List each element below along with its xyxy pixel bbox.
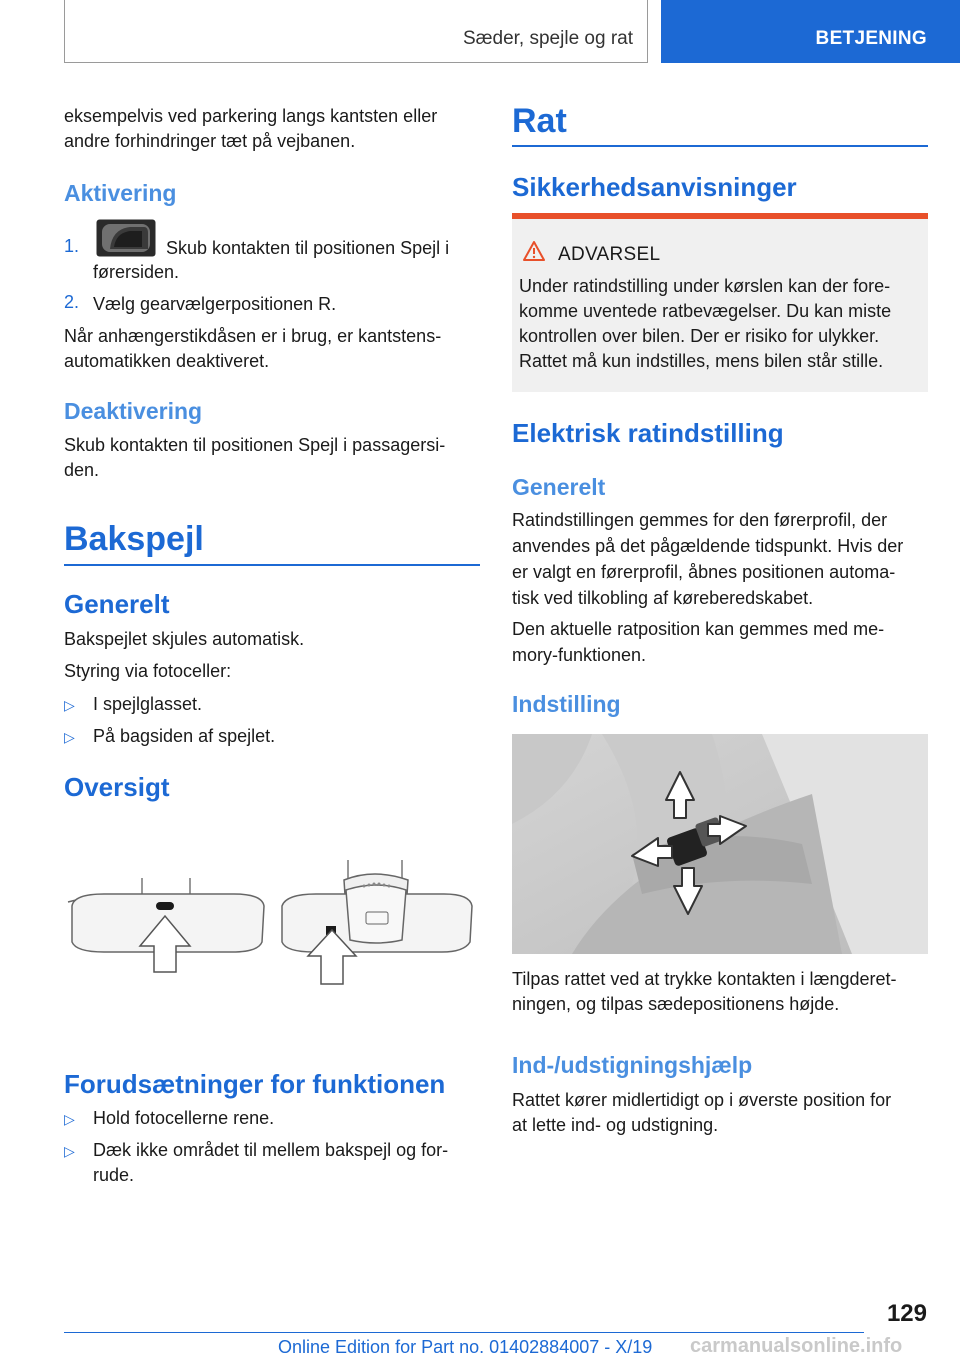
caption-line-2: ningen, og tilpas sædepositionens højde. — [512, 994, 840, 1014]
generelt-right-line-3: er valgt en førerprofil, åbnes positionen automa‐ — [512, 562, 896, 582]
mirror-switch-icon — [96, 219, 156, 257]
intro-line-1: eksempelvis ved parkering langs kantsten eller — [64, 106, 438, 126]
warning-label: ADVARSEL — [558, 244, 661, 265]
deaktivering-line-2: den. — [64, 460, 100, 480]
warning-line-3: kontrollen over bilen. Der er risiko for ulykker. — [519, 326, 880, 346]
step-2-text: Vælg gearvælgerpositionen R. — [93, 294, 337, 314]
indud-line-1: Rattet kører midlertidigt op i øverste position for — [512, 1090, 892, 1110]
deaktivering-line-1: Skub kontakten til positionen Spejl i passagersi‐ — [64, 435, 446, 455]
generelt-text-left: Bakspejlet skjules automatisk. — [64, 629, 305, 649]
generelt-heading-right: Generelt — [512, 474, 606, 500]
bullet-spejlglasset: I spejlglasset. — [93, 694, 203, 714]
generelt-right-line-4: tisk ved tilkobling af køreberedskabet. — [512, 588, 814, 608]
forudsaetninger-heading: Forudsætninger for funktionen — [64, 1069, 446, 1099]
generelt-heading-left: Generelt — [64, 589, 170, 619]
footer-edition: Online Edition for Part no. 01402884007 - X/19 — [278, 1337, 653, 1357]
watermark: carmanualsonline.info — [690, 1335, 903, 1357]
bullet-triangle-icon: ▷ — [64, 1143, 75, 1159]
indstilling-heading: Indstilling — [512, 691, 621, 717]
page-number: 129 — [886, 1300, 927, 1327]
step-1-number: 1. — [64, 236, 80, 256]
steering-adjust-photo — [512, 734, 928, 954]
indud-line-2: at lette ind- og udstigning. — [512, 1115, 719, 1135]
oversigt-heading: Oversigt — [64, 772, 170, 802]
bakspejl-rule — [64, 564, 480, 566]
bullet-triangle-icon: ▷ — [64, 1111, 75, 1127]
caption-line-1: Tilpas rattet ved at trykke kontakten i længderet‐ — [512, 969, 897, 989]
generelt-right-line-1: Ratindstillingen gemmes for den førerprofil, der — [512, 510, 888, 530]
intro-line-2: andre forhindringer tæt på vejbanen. — [64, 131, 356, 151]
rear-mirror-illustration — [64, 850, 480, 990]
bullet-triangle-icon: ▷ — [64, 729, 75, 745]
bullet-fotocellerne: Hold fotocellerne rene. — [93, 1108, 275, 1128]
note-line-2: automatikken deaktiveret. — [64, 351, 270, 371]
generelt-right-line-2: anvendes på det pågældende tidspunkt. Hvis der — [512, 536, 904, 556]
bakspejl-heading: Bakspejl — [64, 520, 204, 558]
warning-triangle-icon — [522, 240, 546, 262]
memory-line-1: Den aktuelle ratposition kan gemmes med me‐ — [512, 619, 885, 639]
rat-heading: Rat — [512, 102, 567, 140]
step-2-number: 2. — [64, 292, 80, 312]
bullet-bagsiden: På bagsiden af spejlet. — [93, 726, 276, 746]
bullet-daek-line-2: rude. — [93, 1165, 135, 1185]
aktivering-heading: Aktivering — [64, 180, 177, 206]
elektrisk-heading: Elektrisk ratindstilling — [512, 418, 784, 448]
warning-line-1: Under ratindstilling under kørslen kan der fore‐ — [519, 276, 891, 296]
header-chapter-tab[interactable] — [661, 0, 960, 63]
footer-rule — [64, 1332, 864, 1333]
bullet-daek-line-1: Dæk ikke området til mellem bakspejl og for‐ — [93, 1140, 449, 1160]
step-1-line-2: førersiden. — [93, 262, 180, 282]
deaktivering-heading: Deaktivering — [64, 398, 203, 424]
sikkerhed-heading: Sikkerhedsanvisninger — [512, 172, 797, 202]
header-section-title: Sæder, spejle og rat — [462, 28, 633, 49]
warning-line-4: Rattet må kun indstilles, mens bilen står stille. — [519, 351, 884, 371]
indud-heading: Ind-/udstigningshjælp — [512, 1052, 753, 1078]
step-1-line-1: Skub kontakten til positionen Spejl i — [166, 238, 450, 258]
warning-line-2: komme uventede ratbevægelser. Du kan miste — [519, 301, 892, 321]
note-line-1: Når anhængerstikdåsen er i brug, er kantstens‐ — [64, 326, 442, 346]
header-chapter-title: BETJENING — [815, 28, 927, 49]
styring-text: Styring via fotoceller: — [64, 661, 232, 681]
header-section-box — [64, 0, 648, 63]
bullet-triangle-icon: ▷ — [64, 697, 75, 713]
memory-line-2: mory-funktionen. — [512, 645, 647, 665]
rat-rule — [512, 145, 928, 147]
